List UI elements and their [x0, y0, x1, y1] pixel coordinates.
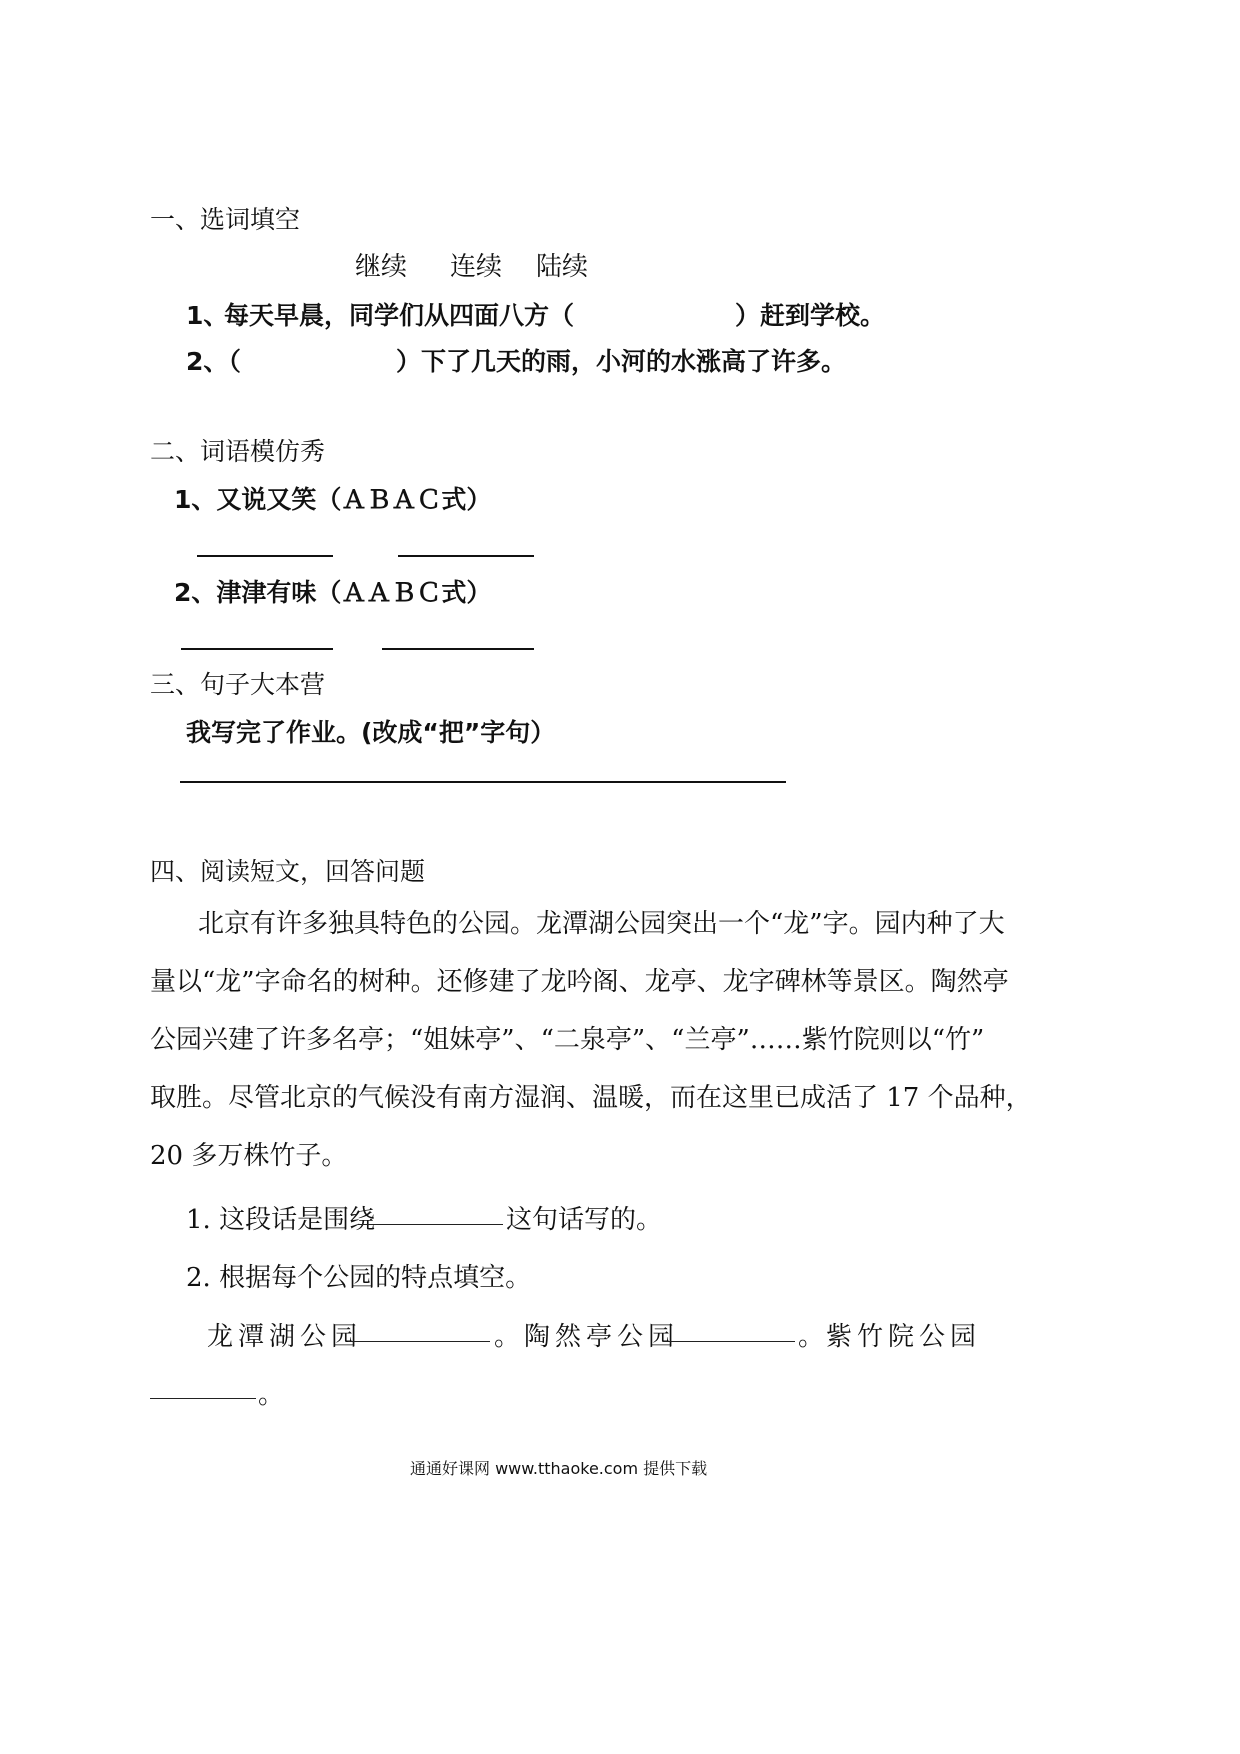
word-option-3: 陆续 — [536, 252, 589, 282]
passage-line-2: 量以“龙”字命名的树种。还修建了龙吟阁、龙亭、龙字碑林等景区。陶然亭 — [150, 967, 1009, 997]
word-option-1: 继续 — [355, 252, 408, 282]
section4-title: 四、阅读短文，回答问题 — [150, 857, 426, 886]
passage-line-1: 北京有许多独具特色的公园。龙潭湖公园突出一个“龙”字。园内种了大 — [198, 909, 1005, 939]
fill-separator: 。 — [494, 1322, 521, 1352]
answer-blank[interactable] — [382, 648, 534, 650]
word-option-2: 连续 — [450, 252, 503, 282]
section1-title: 一、选词填空 — [150, 205, 301, 234]
s1-q1-number: 1、 — [186, 301, 229, 330]
answer-blank[interactable] — [181, 648, 333, 650]
s3-q1: 我写完了作业。(改成“把”字句） — [186, 718, 556, 747]
answer-blank[interactable] — [398, 555, 534, 557]
answer-line[interactable] — [180, 781, 786, 783]
fill-separator: 。 — [798, 1322, 825, 1352]
answer-blank[interactable] — [358, 1224, 503, 1225]
s1-q1-text-end: ）赶到学校。 — [735, 301, 886, 330]
park-label-taoranting: 陶然亭公园 — [524, 1322, 680, 1352]
fill-end: 。 — [258, 1380, 285, 1410]
s2-q1: 1、又说又笑（ＡＢＡＣ式） — [174, 485, 492, 514]
passage-line-5: 20 多万株竹子。 — [150, 1141, 348, 1171]
park-label-longtan: 龙潭湖公园 — [207, 1322, 363, 1352]
passage-line-4: 取胜。尽管北京的气候没有南方湿润、温暖，而在这里已成活了 17 个品种， — [150, 1083, 1032, 1113]
answer-blank[interactable] — [663, 1341, 795, 1342]
s4-q2: 2. 根据每个公园的特点填空。 — [186, 1263, 532, 1293]
park-label-zizhuyuan: 紫竹院公园 — [826, 1322, 982, 1352]
footer-text: 通通好课网 www.tthaoke.com 提供下载 — [410, 1459, 708, 1478]
passage-line-3: 公园兴建了许多名亭；“姐妹亭”、“二泉亭”、“兰亭”……紫竹院则以“竹” — [150, 1025, 985, 1055]
section3-title: 三、句子大本营 — [150, 670, 326, 699]
answer-blank[interactable] — [150, 1398, 256, 1399]
section2-title: 二、词语模仿秀 — [150, 437, 326, 466]
s1-q2-number: 2、（ — [186, 347, 241, 376]
answer-blank[interactable] — [348, 1341, 490, 1342]
s1-q1-text: 每天早晨，同学们从四面八方（ — [224, 301, 575, 330]
s2-q2: 2、津津有味（ＡＡＢＣ式） — [174, 578, 492, 607]
s4-q1-text: 1. 这段话是围绕 — [186, 1205, 376, 1235]
s1-q2-text: ）下了几天的雨，小河的水涨高了许多。 — [396, 347, 847, 376]
s4-q1-text-end: 这句话写的。 — [506, 1205, 663, 1235]
answer-blank[interactable] — [197, 555, 333, 557]
